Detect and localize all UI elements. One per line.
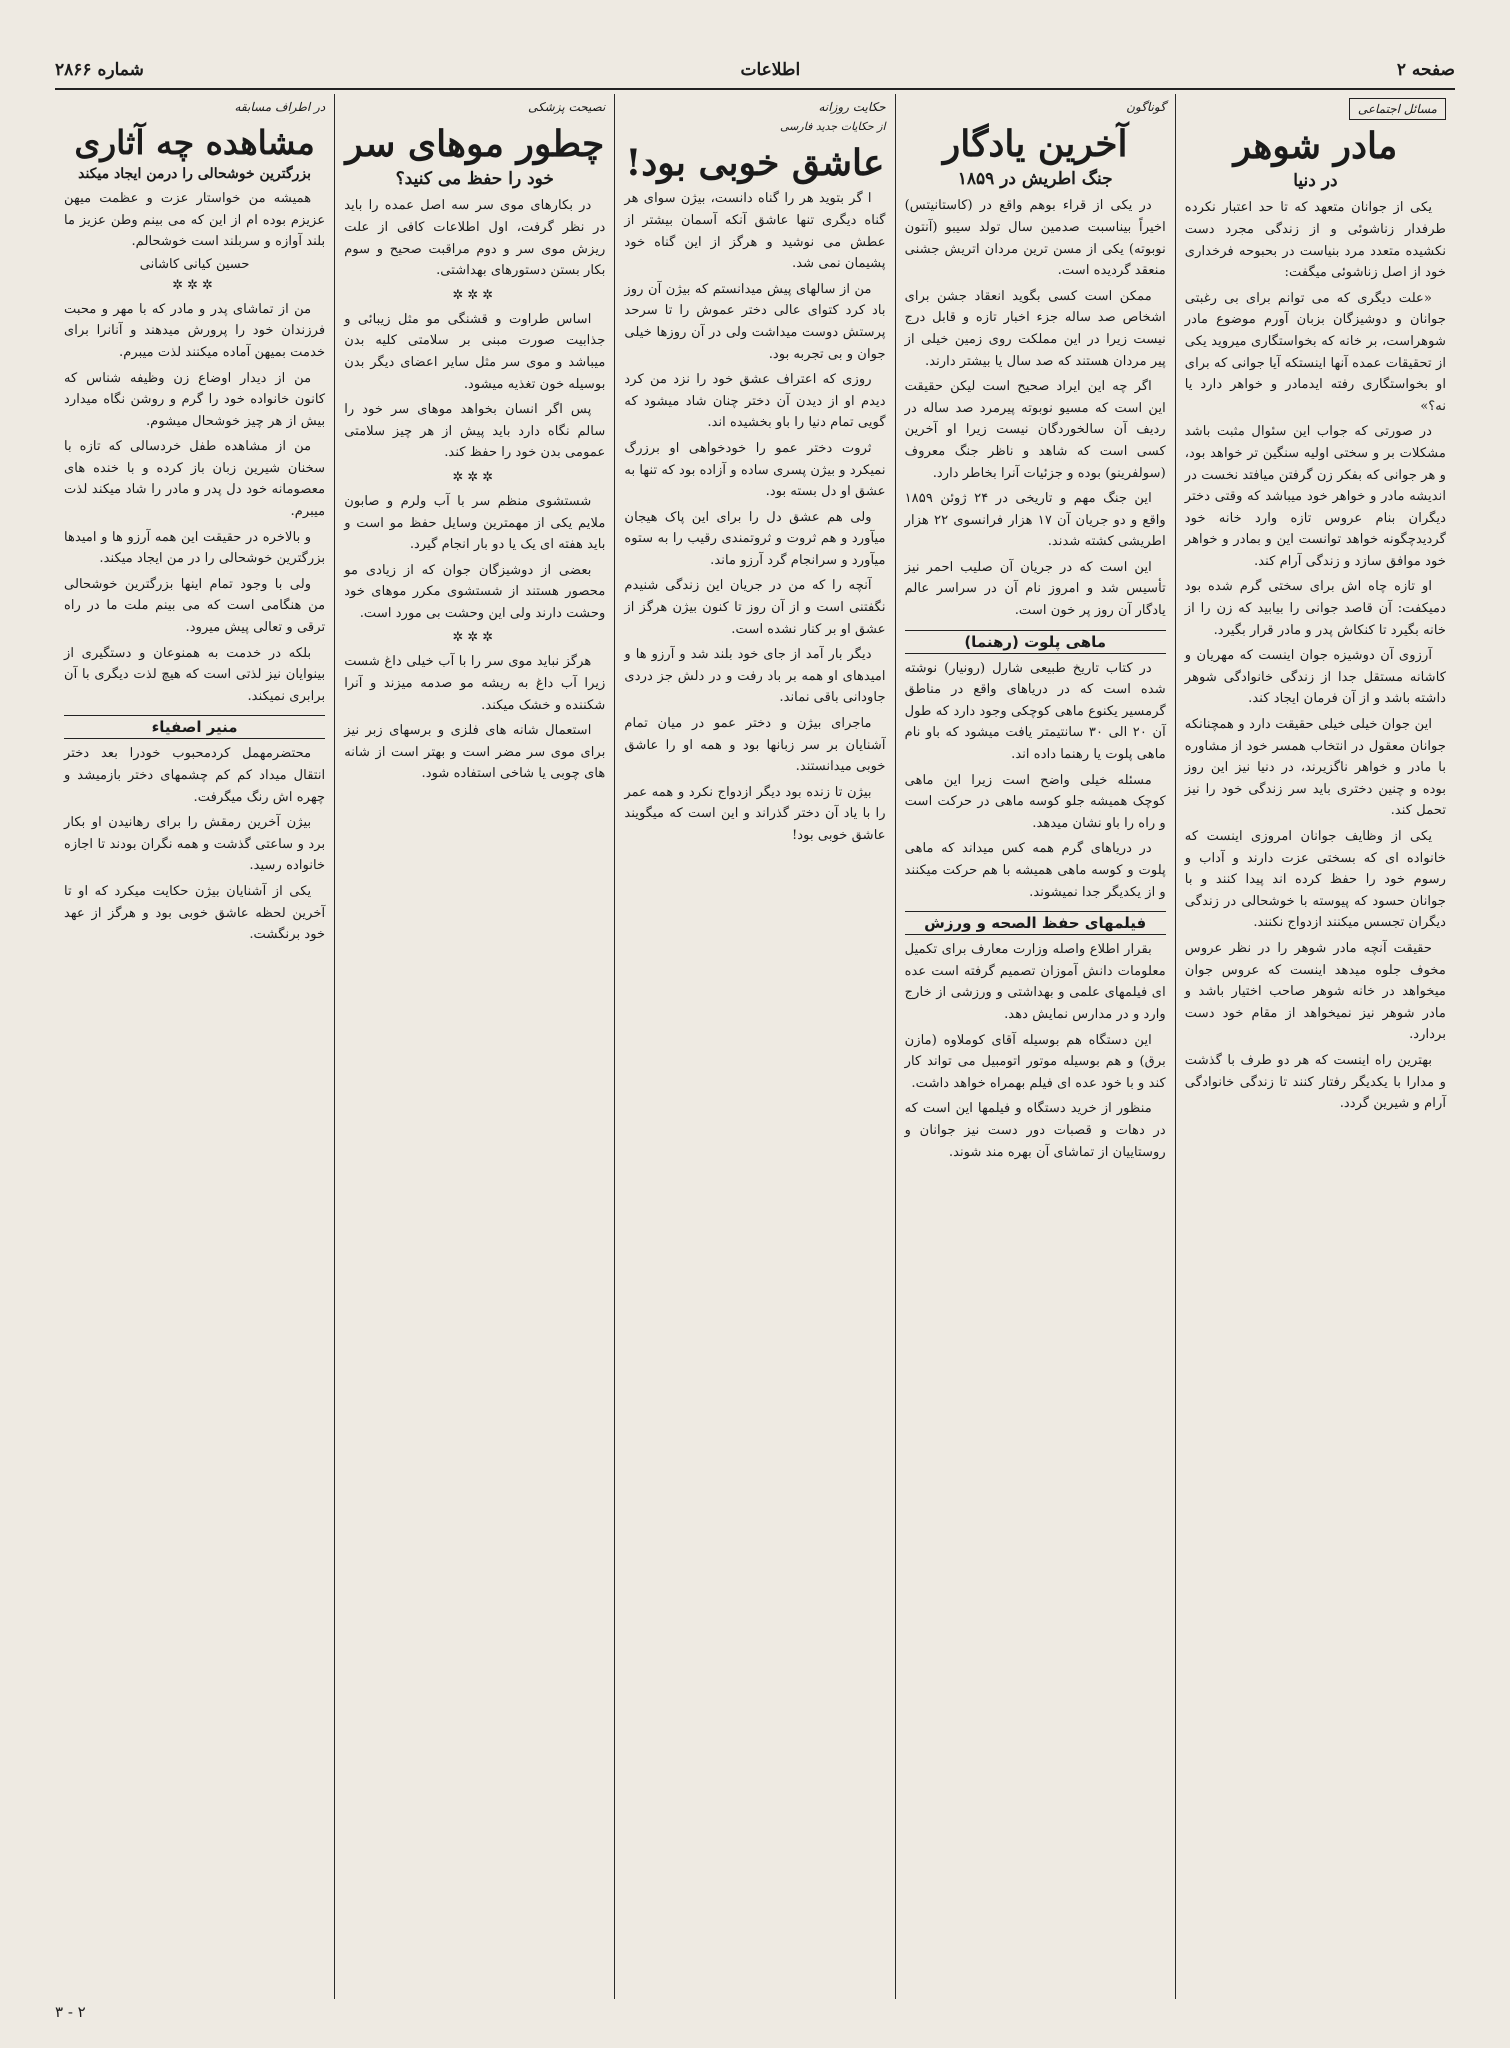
- article-paragraph: مسئله خیلی واضح است زیرا این ماهی کوچک همیشه جلو کوسه ماهی در حرکت است و راه را باو نشان میدهد.: [904, 772, 1166, 831]
- page-label: صفحه ۲: [1396, 60, 1455, 80]
- article-paragraph: بعضی از دوشیزگان جوان که از زیادی مو محصور هستند از شستشوی مکرر موهای خود وحشت دارند ولی این وحشت بی مورد است.: [344, 562, 606, 621]
- column-kicker: گوناگون: [1126, 100, 1166, 114]
- article-paragraph: شستشوی منظم سر با آب ولرم و صابون ملایم یکی از مهمترین وسایل حفظ مو است و باید هفته ای یک یا دو بار انجام گیرد.: [344, 493, 606, 553]
- column-kicker: نصیحت پزشکی: [528, 100, 606, 114]
- article-paragraph: این دستگاه هم بوسیله آقای کوملاوه (مازن برق) و هم بوسیله موتور اتومبیل می تواند کار کند و با خود عده ای فیلم بهمراه خواهد داشت.: [904, 1032, 1166, 1091]
- masthead-rule: [55, 88, 1455, 90]
- article-subheadline: خود را حفظ می کنید؟: [395, 169, 554, 190]
- column-hair-care: [334, 94, 614, 1999]
- article-paragraph: هرگز نباید موی سر را با آب خیلی داغ شست زیرا آب داغ به ریشه مو صدمه میزند و آنرا شکننده و خشک میکند.: [344, 654, 606, 713]
- article-paragraph: اگر چه این ایراد صحیح است لیکن حقیقت این است که مسیو نوبوته پیرمرد صد ساله در ردیف آن سالخوردگان نیست زیرا او آخرین کسی است که شاهد و ناظر جنگ معروف (سولفرینو) بوده و جزئیات آنرا بخاطر دارد.: [904, 379, 1166, 481]
- ornament-divider: ✲✲✲: [452, 469, 498, 485]
- signature: حسین کیانی کاشانی: [139, 256, 250, 272]
- article-paragraph: یکی از وظایف جوانان امروزی اینست که خانواده ای که بسختی عزت دارند و آداب و رسوم خود را حفظ کرده اند پیدا کنند و با جوانان حسود که پیوسته با خوشحالی در زندگی دیگران تجسس میکنند ازدواج نکنند.: [1184, 829, 1446, 931]
- ornament-divider: ✲✲✲: [452, 630, 498, 646]
- article-paragraph: استعمال شانه های فلزی و برسهای زبر نیز برای موی سر مضر است و بهتر است از شانه های چوبی یا شاخی استفاده شود.: [344, 723, 606, 782]
- article-headline: مادر شوهر: [1233, 125, 1398, 167]
- column-competition: [55, 94, 334, 1999]
- article-paragraph: اساس طراوت و قشنگی مو مثل زیبائی و جذابیت صورت مبنی بر سلامتی کلیه بدن میباشد و موی سر مثل سایر اعضای دیگر بدن بوسیله خون تغذیه میشود.: [344, 311, 606, 392]
- article-paragraph: ولی با وجود تمام اینها بزرگترین خوشحالی من هنگامی است که می بینم ملت ما در راه ترقی و تعالی پیش میرود.: [63, 576, 326, 636]
- article-subheadline: در دنیا: [1293, 171, 1338, 192]
- article-paragraph: من از دیدار اوضاع زن وظیفه شناس که کانون خانواده خود را گرم و روشن نگاه میدارد بیش از هر چیز خوشحال میشوم.: [63, 370, 326, 429]
- article-headline: چطور موهای سر: [345, 123, 605, 165]
- article-paragraph: آرزوی آن دوشیزه جوان اینست که مهریان و کاشانه مستقل جدا از زندگی خانوادگی شوهر داشته باشد و از آن فرمان ایجاد کند.: [1184, 648, 1446, 707]
- article-paragraph: بهترین راه اینست که هر دو طرف با گذشت و مدارا با یکدیگر رفتار کنند تا زندگی خانوادگی آرام و شیرین گردد.: [1184, 1052, 1446, 1112]
- article-paragraph: ولی هم عشق دل را برای این پاک هیجان میآورد و هم ثروت و ثروتمندی رقیب را به ستوه میآورد و سرانجام گرد آرزو ماند.: [624, 509, 886, 568]
- article-paragraph: همیشه من خواستار عزت و عظمت میهن عزیزم بوده ام از این که می بینم وطن عزیز ما بلند آوازه و سربلند است خوشحالم.: [63, 190, 326, 250]
- article-paragraph: و بالاخره در حقیقت این همه آرزو ها و امیدها بزرگترین خوشحالی را در من ایجاد میکند.: [63, 529, 326, 567]
- section-title: فیلمهای حفظ الصحه و ورزش: [905, 911, 1166, 935]
- article-paragraph: بیژن آخرین رمقش را برای رهانیدن او بکار برد و ساعتی گذشت و همه نگران بودند تا اجازه خانواده رسید.: [63, 815, 326, 874]
- article-paragraph: ا گر بتوید هر را گناه دانست، بیژن سوای هر گناه دیگری تنها عاشق آنکه آسمان بیشتر از عطش می نوشید و هرگز از این گناه خود پشیمان نمی شد.: [624, 191, 886, 272]
- article-paragraph: «علت دیگری که می توانم برای بی رغبتی جوانان و دوشیزگان بزبان آورم موضوع مادر شوهراست، بر خانه که بخواستگاری میروید یکی از تحقیقات عمده آنها اینستکه آیا جوانی که برای او بخواستگاری رفته ایدمادر و خواهر دارد یا نه؟»: [1184, 290, 1446, 414]
- article-paragraph: ماجرای بیژن و دختر عمو در میان تمام آشنایان بر سر زبانها بود و همه او را عاشق خوبی میدانستند.: [624, 716, 886, 775]
- article-paragraph: این است که در جریان آن صلیب احمر نیز تأسیس شد و امروز نام آن در سراسر عالم یادگار آن روز پر خون است.: [904, 559, 1166, 619]
- article-headline: آخرین یادگار: [942, 123, 1128, 165]
- article-paragraph: بیژن تا زنده بود دیگر ازدواج نکرد و همه عمر را با یاد آن دختر گذراند و این است که میگویند عاشق خوبی بود!: [624, 784, 886, 844]
- ornament-divider: ✲✲✲: [452, 287, 498, 303]
- ornament-divider: ✲✲✲: [172, 277, 217, 293]
- article-paragraph: آنچه را که من در جریان این زندگی شنیدم نگفتنی است و از آن روز تا کنون بیژن هرگز از عشق او بر کنار نشده است.: [624, 578, 886, 637]
- column-good-lover: [614, 94, 894, 1999]
- article-paragraph: در بکارهای موی سر سه اصل عمده را باید در نظر گرفت، اول اطلاعات کافی از علت ریزش موی سر و دوم مراقبت صحیح و سوم بکار بستن دستورهای بهداشتی.: [344, 198, 606, 279]
- article-paragraph: حقیقت آنچه مادر شوهر را در نظر عروس مخوف جلوه میدهد اینست که عروس جوان میخواهد در خانه شوهر صاحب اختیار باشد و مادر شوهر نیز نمیخواهد از مقام خود دست بردارد.: [1184, 940, 1446, 1043]
- article-paragraph: منظور از خرید دستگاه و فیلمها این است که در دهات و قصبات دور دست نیز جوانان و روستاییان از تماشای آن بهره مند شوند.: [904, 1101, 1166, 1160]
- article-paragraph: این جوان خیلی خیلی حقیقت دارد و همچنانکه جوانان معقول در انتخاب همسر خود از مشاوره با مادر و خواهر ناگزیرند، در دنیا نیز این روز بوده و چنین دختری باید سر زندگی خود را نیز تحمل کند.: [1184, 717, 1446, 819]
- page-number: ۲ - ۳: [55, 2003, 86, 2021]
- column-mother-in-law: [1175, 94, 1455, 1999]
- article-paragraph: در کتاب تاریخ طبیعی شارل (رونیار) نوشته شده است که در دریاهای واقع در مناطق گرمسیر یکنوع ماهی کوچکی وجود دارد که طول آن ۲۰ الی ۳۰ سانتیمتر یافت میشود که باو نام ماهی پلوت یا رهنما داده اند.: [904, 660, 1166, 763]
- article-paragraph: یکی از جوانان متعهد که تا حد اعتبار نکرده طرفدار زناشوئی و از زندگی مجرد دست نکشیده متعدد مرد بنیاست در بحبوحه فرخداری خود از اصل زناشوئی میگفت:: [1184, 200, 1446, 281]
- issue-label: شماره ۲۸۶۶: [55, 60, 144, 80]
- article-paragraph: در صورتی که جواب این سئوال مثبت باشد مشکلات بر و سختی اولیه سنگین تر خواهد بود، و هر جوانی که بفکر زن گرفتن میافتد نخست در اندیشه مادر و خواهر خود میباشد که وقتی دختر دیگران بنام عروس تازه وارد خانه خود گردیدچگونه خواهد توانست این و بمادر و خواهر خود موافق سازد و زندگی آرام کند.: [1184, 424, 1446, 569]
- article-paragraph: دیگر بار آمد از جای خود بلند شد و آرزو ها و امیدهای او همه بر باد رفت و در دلش جز دردی جاودانی باقی نماند.: [624, 647, 886, 706]
- article-paragraph: ممکن است کسی بگوید انعقاد جشن برای اشخاص صد ساله جزء اخبار تازه و قابل درج نیست زیرا در این مملکت روی زمین خیلی از پیر مردان هستند که صد سال یا بیشتر دارند.: [904, 288, 1166, 369]
- column-kicker: در اطراف مسابقه: [234, 100, 326, 114]
- article-paragraph: من از تماشای پدر و مادر که با مهر و محبت فرزندان خود را پرورش میدهند و آنانرا برای خدمت بمیهن آماده میکنند لذت میبرم.: [63, 301, 326, 360]
- article-subheadline: بزرگترین خوشحالی را درمن ایجاد میکند: [78, 165, 312, 182]
- column-kicker: مسائل اجتماعی: [1349, 98, 1446, 120]
- article-paragraph: روزی که اعتراف عشق خود را نزد من کرد دیدم او از دیدن آن دختر چنان شاد میشود که گویی تمام دنیا را باو بخشیده اند.: [624, 372, 886, 431]
- article-headline: عاشق خوبی بود!: [625, 142, 885, 184]
- article-paragraph: این جنگ مهم و تاریخی در ۲۴ ژوئن ۱۸۵۹ واقع و دو جریان آن ۱۷ هزار فرانسوی ۲۲ هزار اطریشی کشته شدند.: [904, 491, 1166, 550]
- article-paragraph: یکی از آشنایان بیژن حکایت میکرد که او تا آخرین لحظه عاشق خوبی بود و هرگز از عهد خود برنگشت.: [63, 883, 326, 943]
- paper-name: اطلاعات: [740, 60, 801, 80]
- columns: [55, 94, 1455, 1999]
- column-last-memento: [895, 94, 1175, 1999]
- article-paragraph: در یکی از قراء بوهم واقع در (کاستانیتس) اخیراً بیناسبت صدمین سال تولد سیبو (آنتون نوبوته) یکی از مسن ترین مردان اتریش جشنی منعقد گردیده است.: [904, 198, 1166, 279]
- article-paragraph: او تازه چاه اش برای سختی گرم شده بود دمیکفت: آن قاصد جوانی را بیابید که زن را از خانه بگیرد تا کنکاش پدر و مادر قرار بگیرد.: [1184, 579, 1446, 638]
- column-kicker-small: از حکایات جدید فارسی: [780, 120, 886, 133]
- masthead: [55, 55, 1455, 85]
- article-paragraph: من از سالهای پیش میدانستم که بیژن آن روز باد کرد کتوای عالی دختر عموش را تا سرحد پرستش دوست میداشت ولی در آن روزها خیلی جوان و بی تجربه بود.: [624, 281, 886, 362]
- article-paragraph: پس اگر انسان بخواهد موهای سر خود را سالم نگاه دارد باید پیش از هر چیز سلامتی عمومی بدن خود را حفظ کند.: [344, 402, 606, 461]
- article-paragraph: من از مشاهده طفل خردسالی که تازه با سخنان شیرین زبان باز کرده و با خنده های معصومانه خود دل پدر و مادر را شاد میکند لذت میبرم.: [63, 439, 326, 520]
- article-paragraph: در دریاهای گرم همه کس میداند که ماهی پلوت و کوسه ماهی همیشه با هم حرکت میکنند و از یکدیگر جدا نمیشوند.: [904, 841, 1166, 900]
- column-kicker: حکایت روزانه: [818, 100, 886, 114]
- article-paragraph: بلکه در خدمت به همنوعان و دستگیری از بینوایان نیز لذتی است که هیچ لذت دیگری با آن برابری نمیکند.: [63, 645, 326, 704]
- article-subheadline: جنگ اطریش در ۱۸۵۹: [957, 169, 1113, 190]
- section-title: منیر اصفیاء: [64, 715, 325, 739]
- article-headline: مشاهده چه آثاری: [74, 123, 315, 162]
- article-paragraph: ثروت دختر عمو را خودخواهی او برزرگ نمیکرد و بیژن پسری ساده و آزاده بود که تنها به عشق او دل بسته بود.: [624, 440, 886, 500]
- section-title: ماهی پلوت (رهنما): [905, 630, 1166, 654]
- article-paragraph: بقرار اطلاع واصله وزارت معارف برای تکمیل معلومات دانش آموزان تصمیم گرفته است عده ای فیلمهای علمی و بهداشتی و ورزشی از خارج وارد و در مدارس نمایش دهد.: [904, 942, 1166, 1022]
- article-paragraph: محتضرمهمل کردمحبوب خودرا بعد دختر انتقال میداد کم کم چشمهای دختر بازمیشد و چهره اش رنگ میگرفت.: [63, 746, 326, 805]
